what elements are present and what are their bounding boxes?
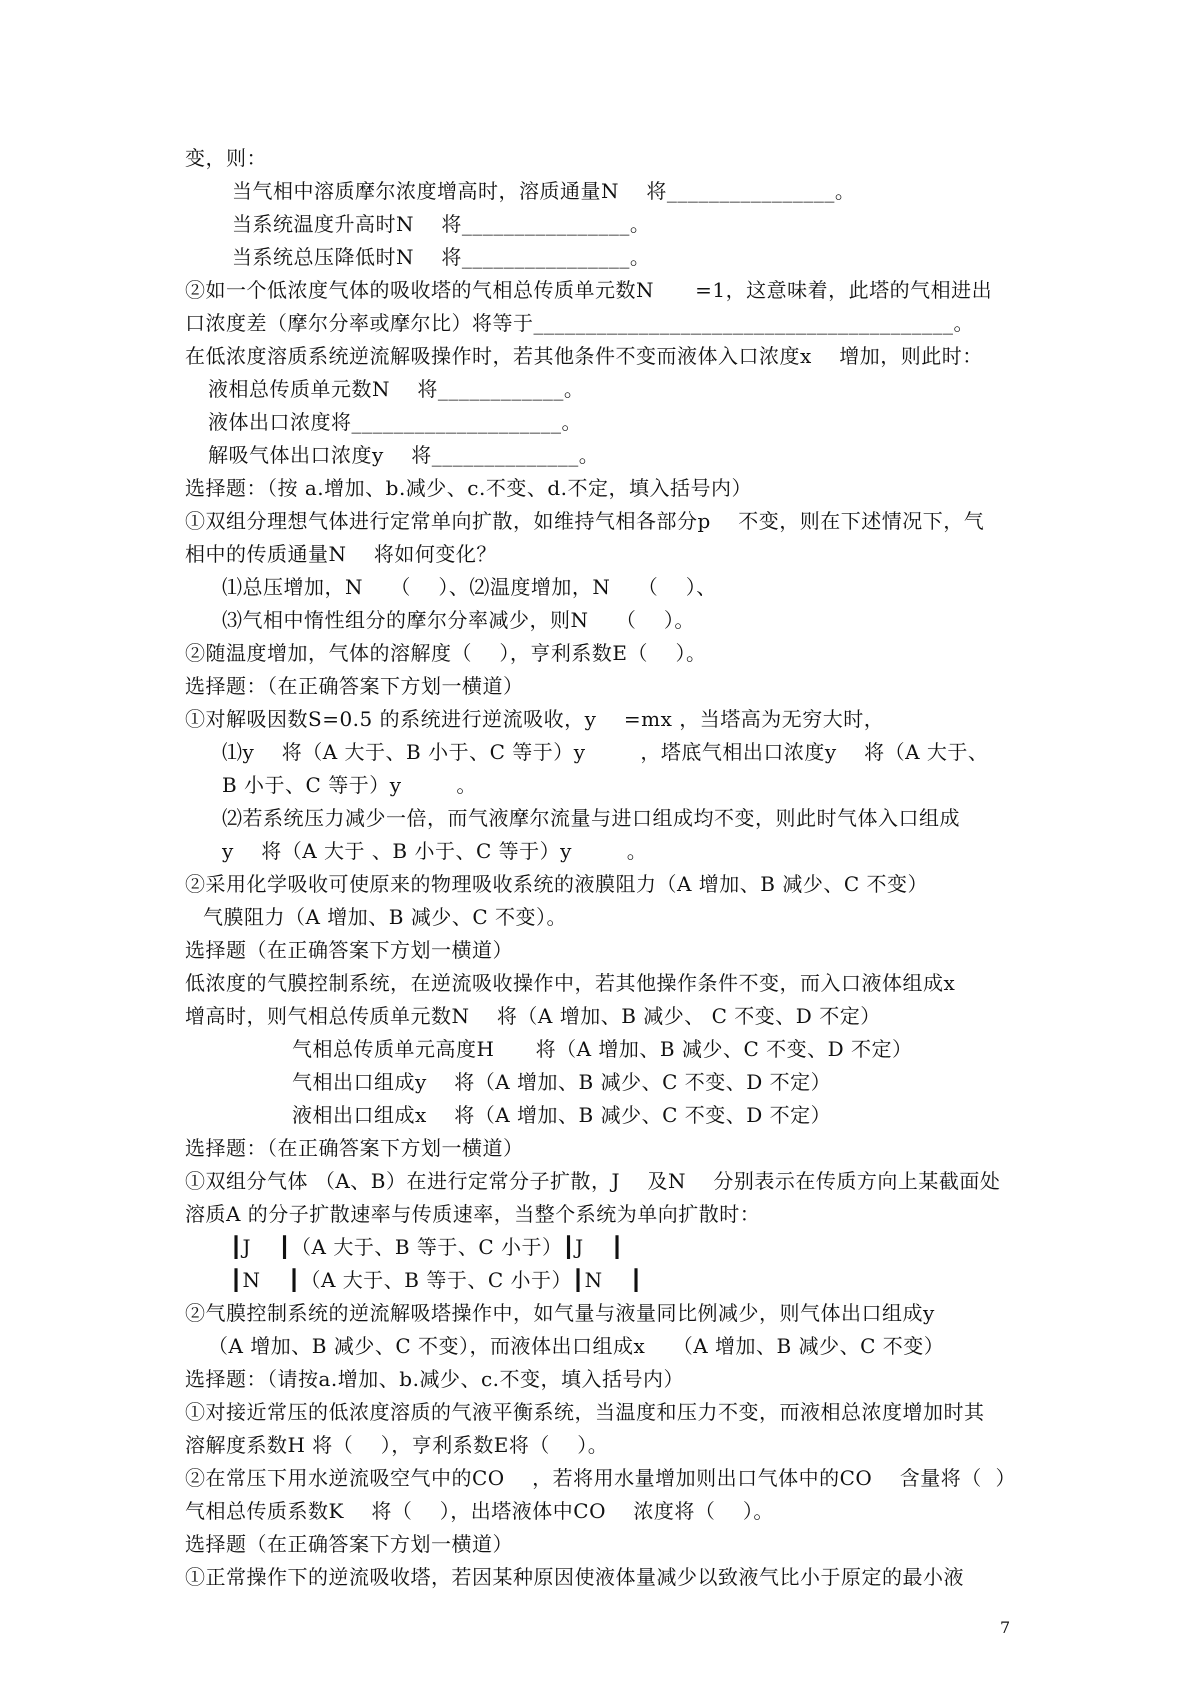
text-line: y 将（A 大于 、B 小于、C 等于）y 。 bbox=[222, 839, 648, 863]
text-line: 液相总传质单元数N 将____________。 bbox=[208, 377, 585, 401]
text-line: 当气相中溶质摩尔浓度增高时，溶质通量N 将________________。 bbox=[232, 179, 856, 203]
text-line: ┃J ┃（A 大于、B 等于、C 小于）┃J ┃ bbox=[230, 1235, 624, 1259]
text-line: 溶解度系数H 将（ ），亨利系数E将（ ）。 bbox=[185, 1433, 609, 1457]
text-line: ②采用化学吸收可使原来的物理吸收系统的液膜阻力（A 增加、B 减少、C 不变） bbox=[185, 872, 929, 896]
text-line: ⑵若系统压力减少一倍，而气液摩尔流量与进口组成均不变，则此时气体入口组成 bbox=[222, 806, 960, 830]
text-line: ①正常操作下的逆流吸收塔，若因某种原因使液体量减少以致液气比小于原定的最小液 bbox=[185, 1565, 964, 1589]
text-line: 选择题：（在正确答案下方划一横道） bbox=[185, 1136, 524, 1160]
text-line: ①双组分理想气体进行定常单向扩散，如维持气相各部分p 不变，则在下述情况下，气 bbox=[185, 509, 985, 533]
text-line: 选择题（在正确答案下方划一横道） bbox=[185, 1532, 513, 1556]
text-line: B 小于、C 等于）y 。 bbox=[222, 773, 477, 797]
text-line: 气膜阻力（A 增加、B 减少、C 不变）。 bbox=[203, 905, 568, 929]
page-number: 7 bbox=[1000, 1618, 1011, 1637]
text-line: ⑴y 将（A 大于、B 小于、C 等于）y ，塔底气相出口浓度y 将（A 大于、 bbox=[222, 740, 989, 764]
text-line: 气相总传质系数K 将（ ），出塔液体中CO 浓度将（ ）。 bbox=[185, 1499, 774, 1523]
text-line: 解吸气体出口浓度y 将______________。 bbox=[208, 443, 600, 467]
text-line: 气相出口组成y 将（A 增加、B 减少、C 不变、D 不定） bbox=[292, 1070, 832, 1094]
text-line: 选择题：（请按a.增加、b.减少、c.不变，填入括号内） bbox=[185, 1367, 684, 1391]
text-line: ②在常压下用水逆流吸空气中的CO ，若将用水量增加则出口气体中的CO 含量将（ ） bbox=[185, 1466, 1016, 1490]
text-line: ⑴总压增加，N （ ）、⑵温度增加，N （ ）、 bbox=[222, 575, 717, 599]
text-line: ┃N ┃（A 大于、B 等于、C 小于）┃N ┃ bbox=[230, 1268, 643, 1292]
text-line: （A 增加、B 减少、C 不变），而液体出口组成x （A 增加、B 减少、C 不变） bbox=[208, 1334, 945, 1358]
text-line: ①对解吸因数S=0.5 的系统进行逆流吸收，y =mx ，当塔高为无穷大时， bbox=[185, 707, 885, 731]
text-line: ②如一个低浓度气体的吸收塔的气相总传质单元数N =1，这意味着，此塔的气相进出 bbox=[185, 278, 993, 302]
text-line: 增高时，则气相总传质单元数N 将（A 增加、B 减少、 C 不变、D 不定） bbox=[185, 1004, 881, 1028]
text-line: 选择题：（按 a.增加、b.减少、c.不变、d.不定，填入括号内） bbox=[185, 476, 753, 500]
text-line: ①对接近常压的低浓度溶质的气液平衡系统，当温度和压力不变，而液相总浓度增加时其 bbox=[185, 1400, 985, 1424]
text-line: 液相出口组成x 将（A 增加、B 减少、C 不变、D 不定） bbox=[292, 1103, 832, 1127]
text-line: 当系统温度升高时N 将________________。 bbox=[232, 212, 651, 236]
text-line: 选择题：（在正确答案下方划一横道） bbox=[185, 674, 524, 698]
text-line: ②气膜控制系统的逆流解吸塔操作中，如气量与液量同比例减少，则气体出口组成y bbox=[185, 1301, 935, 1325]
text-line: 变，则： bbox=[185, 146, 267, 170]
text-line: 低浓度的气膜控制系统，在逆流吸收操作中，若其他操作条件不变，而入口液体组成x bbox=[185, 971, 956, 995]
text-line: 当系统总压降低时N 将________________。 bbox=[232, 245, 651, 269]
text-line: 选择题（在正确答案下方划一横道） bbox=[185, 938, 513, 962]
text-line: ②随温度增加，气体的溶解度（ ），亨利系数E（ ）。 bbox=[185, 641, 707, 665]
text-line: 在低浓度溶质系统逆流解吸操作时，若其他条件不变而液体入口浓度x 增加，则此时： bbox=[185, 344, 983, 368]
text-line: 液体出口浓度将____________________。 bbox=[208, 410, 582, 434]
text-line: 相中的传质通量N 将如何变化？ bbox=[185, 542, 497, 566]
text-line: ⑶气相中惰性组分的摩尔分率减少，则N （ ）。 bbox=[222, 608, 695, 632]
text-line: 口浓度差（摩尔分率或摩尔比）将等于________________________________________。 bbox=[185, 311, 974, 335]
text-line: ①双组分气体 （A、B）在进行定常分子扩散，J 及N 分别表示在传质方向上某截面处 bbox=[185, 1169, 1001, 1193]
text-line: 气相总传质单元高度H 将（A 增加、B 减少、C 不变、D 不定） bbox=[292, 1037, 913, 1061]
text-line: 溶质A 的分子扩散速率与传质速率，当整个系统为单向扩散时： bbox=[185, 1202, 761, 1226]
